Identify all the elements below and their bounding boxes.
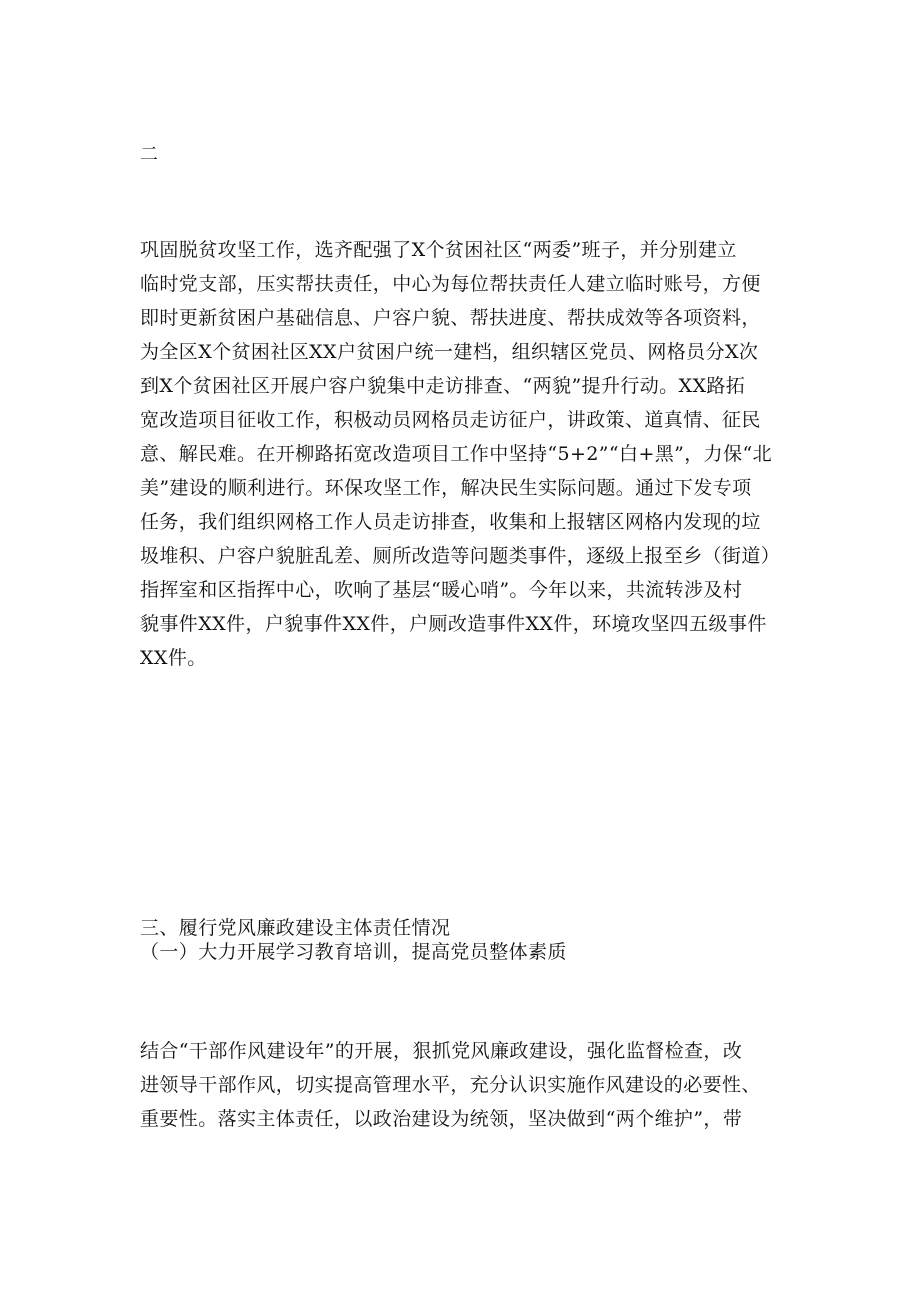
- paragraph-line: 任务，我们组织网格工作人员走访排查，收集和上报辖区网格内发现的垃: [140, 511, 761, 533]
- paragraph-line: 美”建设的顺利进行。环保攻坚工作，解决民生实际问题。通过下发专项: [140, 477, 752, 499]
- paragraph-line: 为全区X个贫困社区XX户贫困户统一建档，组织辖区党员、网格员分X次: [140, 341, 759, 363]
- paragraph-line: 临时党支部，压实帮扶责任，中心为每位帮扶责任人建立临时账号，方便: [140, 273, 761, 295]
- section-three-paragraph: [140, 1034, 785, 1136]
- subsection-one-heading: （一）大力开展学习教育培训，提高党员整体素质: [140, 941, 567, 963]
- paragraph-line: 圾堆积、户容户貌脏乱差、厕所改造等问题类事件，逐级上报至乡（街道）: [140, 545, 781, 567]
- paragraph-line: 重要性。落实主体责任，以政治建设为统领，坚决做到“两个维护”，带: [140, 1108, 743, 1130]
- paragraph-line: 宽改造项目征收工作，积极动员网格员走访征户，讲政策、道真情、征民: [140, 409, 761, 431]
- paragraph-line: 貌事件XX件，户貌事件XX件，户厕改造事件XX件，环境攻坚四五级事件: [140, 613, 767, 635]
- paragraph-line: 意、解民难。在开柳路拓宽改造项目工作中坚持“5+2”“白+黑”，力保“北: [140, 443, 772, 465]
- paragraph-line: 即时更新贫困户基础信息、户容户貌、帮扶进度、帮扶成效等各项资料，: [140, 307, 761, 329]
- paragraph-line: 巩固脱贫攻坚工作，选齐配强了X个贫困社区“两委”班子，并分别建立: [140, 239, 737, 261]
- paragraph-line: 结合“干部作风建设年”的开展，狠抓党风廉政建设，强化监督检查，改: [140, 1040, 743, 1062]
- paragraph-line: 指挥室和区指挥中心，吹响了基层“暖心哨”。今年以来，共流转涉及村: [140, 579, 743, 601]
- section-two-paragraph: [140, 233, 785, 675]
- paragraph-line: 到X个贫困社区开展户容户貌集中走访排查、“两貌”提升行动。XX路拓: [140, 375, 746, 397]
- page-mark: 二: [140, 144, 160, 165]
- paragraph-line: 进领导干部作风，切实提高管理水平，充分认识实施作风建设的必要性、: [140, 1074, 761, 1096]
- section-three-heading: 三、履行党风廉政建设主体责任情况: [140, 917, 451, 939]
- paragraph-line: XX件。: [140, 647, 207, 669]
